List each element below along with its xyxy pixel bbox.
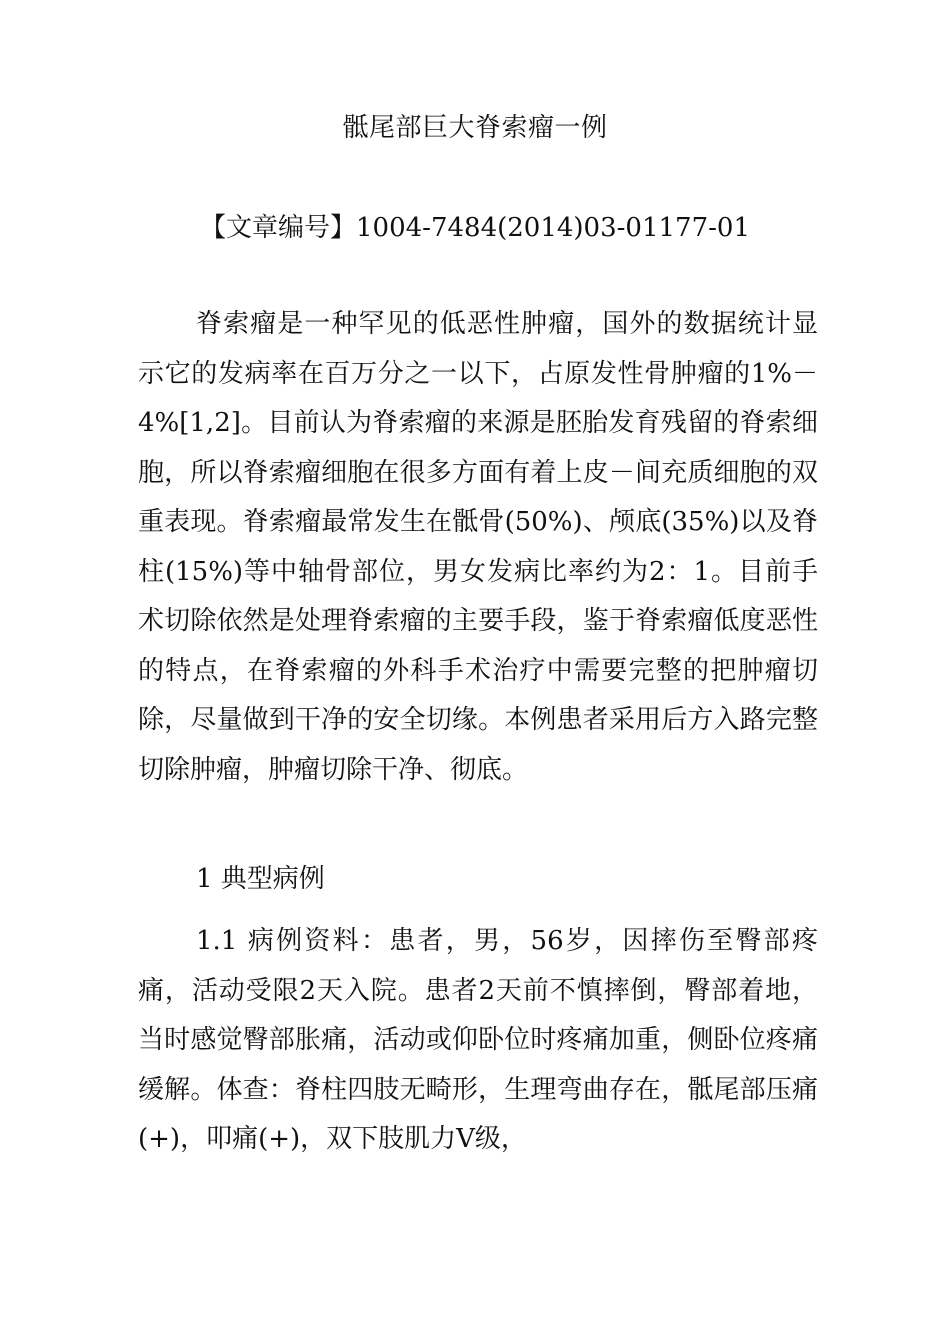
intro-paragraph: 脊索瘤是一种罕见的低恶性肿瘤，国外的数据统计显示它的发病率在百万分之一以下，占原发性骨肿瘤的1%－4%[1,2]。目前认为脊索瘤的来源是胚胎发育残留的脊索细胞，所以脊索瘤细胞在很多方面有着上皮－间充质细胞的双重表现。脊索瘤最常发生在骶骨(50%)、颅底(35%)以及脊柱(15%)等中轴骨部位，男女发病比率约为2：1。目前手术切除依然是处理脊索瘤的主要手段，鉴于脊索瘤低度恶性的特点，在脊索瘤的外科手术治疗中需要完整的把肿瘤切除，尽量做到干净的安全切缘。本例患者采用后方入路完整切除肿瘤，肿瘤切除干净、彻底。 — [138, 309, 818, 785]
case-data-paragraph: 1.1 病例资料：患者，男，56岁，因摔伤至臀部疼痛，活动受限2天入院。患者2天前不慎摔倒，臀部着地，当时感觉臀部胀痛，活动或仰卧位时疼痛加重，侧卧位疼痛缓解。体查：脊柱四肢无畸形，生理弯曲存在，骶尾部压痛(+)，叩痛(+)，双下肢肌力Ⅴ级， — [138, 926, 818, 1154]
section-heading: 1 典型病例 — [196, 864, 325, 894]
article-number: 【文章编号】1004-7484(2014)03-01177-01 — [199, 213, 751, 243]
document-title: 骶尾部巨大脊索瘤一例 — [342, 113, 608, 143]
